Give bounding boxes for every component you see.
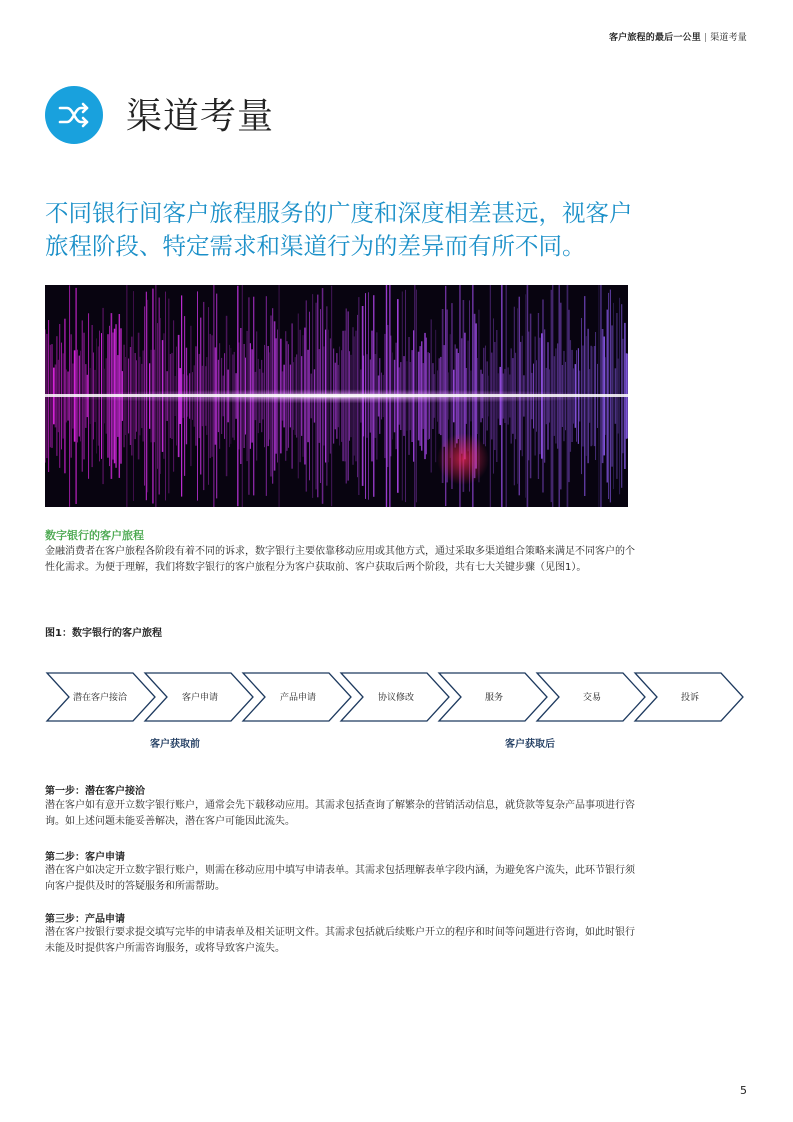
shuffle-icon — [45, 86, 103, 144]
sound-wave-image — [45, 285, 628, 507]
step3-heading: 第三步：产品申请 — [45, 914, 125, 925]
step2-paragraph: 潜在客户如决定开立数字银行账户，则需在移动应用中填写申请表单。其需求包括理解表单字段内涵，为避免客户流失，此环节银行须向客户提供及时的答疑服务和所需帮助。 — [45, 865, 635, 892]
step2-heading: 第二步：客户申请 — [45, 852, 125, 863]
step-label-3: 产品申请 — [279, 693, 316, 703]
step-label-4: 协议修改 — [377, 693, 414, 703]
intro-heading: 数字银行的客户旅程 — [45, 529, 144, 542]
step3-paragraph: 潜在客户按银行要求提交填写完毕的申请表单及相关证明文件。其需求包括就后续账户开立的程序和时间等问题进行咨询，如此时银行未能及时提供客户所需咨询服务，或将导致客户流失。 — [45, 927, 635, 954]
header-separator: | — [703, 33, 708, 43]
step-label-2: 客户申请 — [181, 693, 218, 703]
step-label-5: 服务 — [484, 693, 503, 703]
lead-paragraph: 不同银行间客户旅程服务的广度和深度相差甚远，视客户旅程阶段、特定需求和渠道行为的差异而有所不同。 — [45, 199, 633, 260]
page-number: 5 — [740, 1084, 747, 1097]
step-label-1: 潜在客户接洽 — [72, 693, 127, 703]
section-title: 渠道考量 — [126, 96, 275, 137]
header-doc-title: 客户旅程的最后一公里 — [608, 33, 701, 43]
intro-paragraph: 金融消费者在客户旅程各阶段有着不同的诉求，数字银行主要依靠移动应用或其他方式，通过采取多渠道组合策略来满足不同客户的个性化需求。为便于理解，我们将数字银行的客户旅程分为客户获取前、客户获取后两个阶段，共有七大关键步骤（见图1）。 — [45, 546, 635, 573]
running-header — [609, 30, 747, 43]
step1-heading: 第一步：潜在客户接洽 — [45, 786, 145, 797]
step-label-6: 交易 — [582, 693, 601, 703]
journey-flow — [45, 672, 745, 726]
phase-pre-acquisition: 客户获取前 — [150, 739, 200, 750]
figure-title: 图1：数字银行的客户旅程 — [45, 628, 162, 639]
header-section: 渠道考量 — [710, 33, 747, 43]
step-label-7: 投诉 — [680, 693, 699, 703]
phase-post-acquisition: 客户获取后 — [505, 739, 555, 750]
step1-paragraph: 潜在客户如有意开立数字银行账户，通常会先下载移动应用。其需求包括查询了解繁杂的营销活动信息，就贷款等复杂产品事项进行咨询。如上述问题未能妥善解决，潜在客户可能因此流失。 — [45, 800, 635, 827]
